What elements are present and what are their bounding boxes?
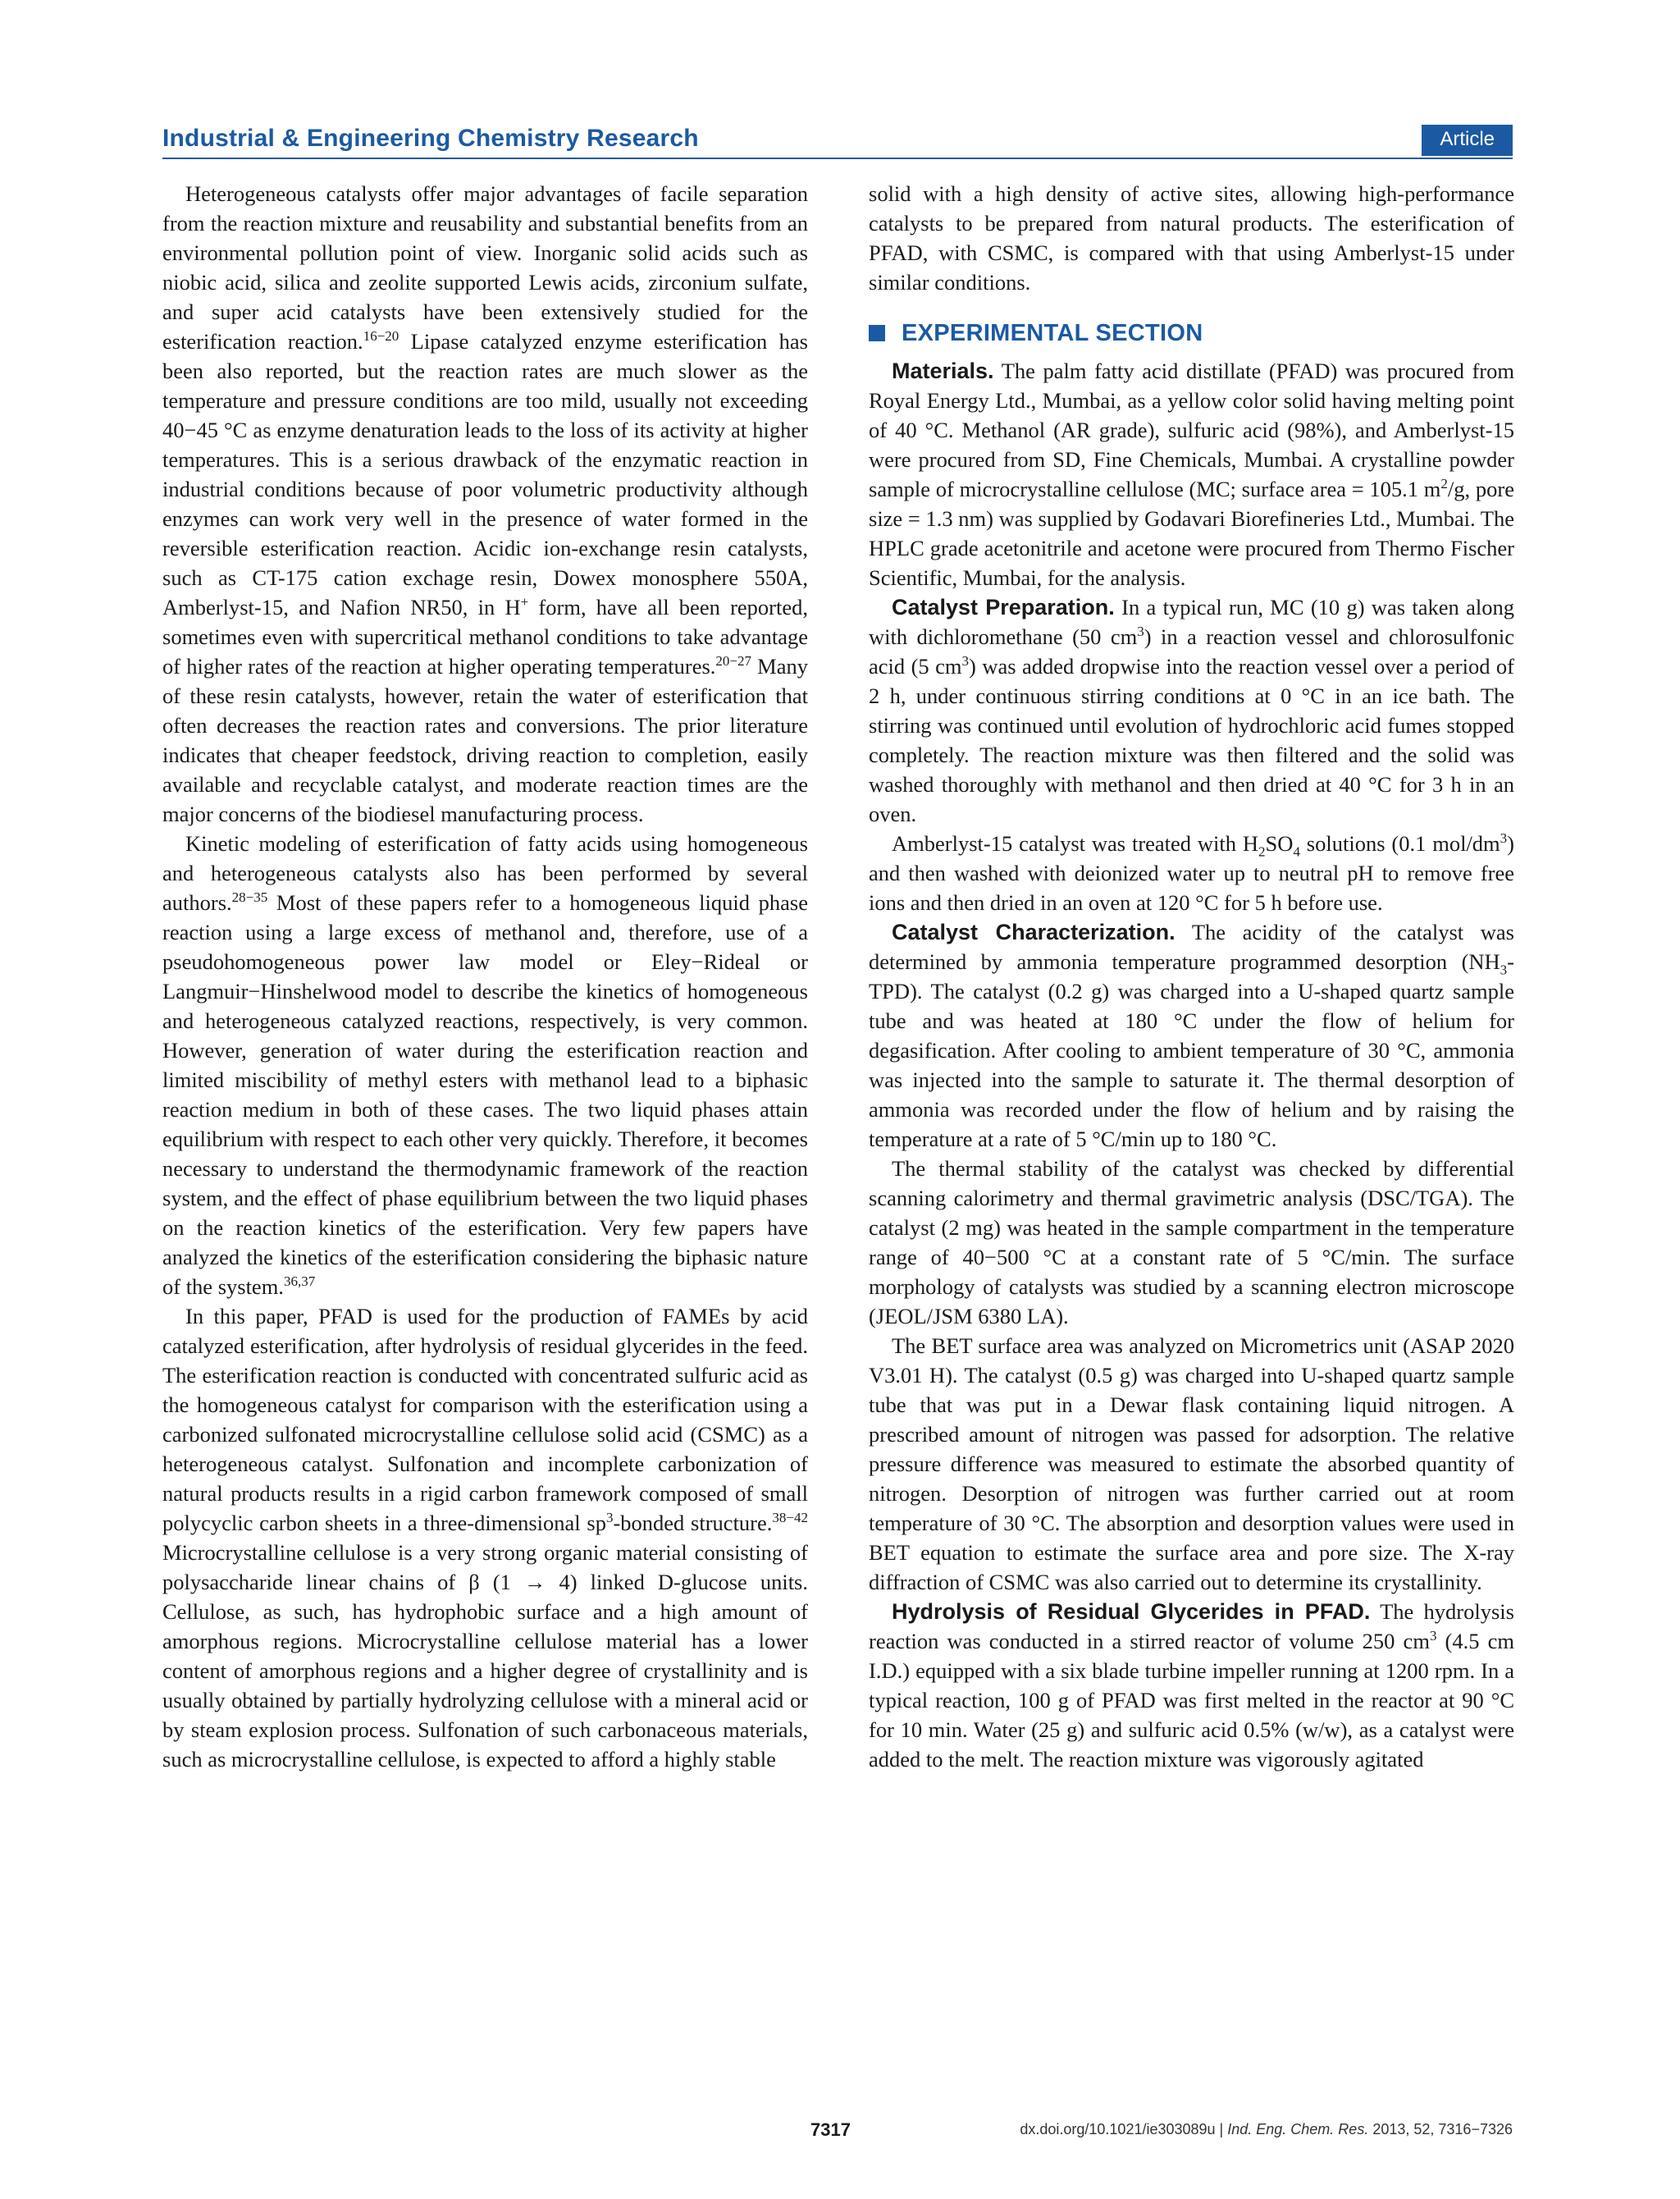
citation-ref[interactable]: 36,37 <box>283 1273 316 1290</box>
subsection-materials: Materials. <box>892 359 994 383</box>
section-heading <box>869 318 1514 348</box>
paragraph-continuation: solid with a high density of active sites, allowing high-performance catalysts to be prepared from natural products. The esterification of PFAD, with CSMC, is compared with that using Amberlyst-15 under similar conditions. <box>869 181 1514 295</box>
doi-citation: dx.doi.org/10.1021/ie303089u | Ind. Eng. Chem. Res. 2013, 52, 7316−7326 <box>1020 2121 1513 2137</box>
paragraph-catalyst-characterization: Catalyst Characterization. The acidity of the catalyst was determined by ammonia temperature programmed desorption $(NH_3-TPD)$. The catalyst (0.2 g) was charged into a U-shaped quartz sample tube and was heated at 180 °C under the flow of helium for degasification. After cooling to ambient temperature of 30 °C, ammonia was injected into the sample to saturate it. The thermal desorption of ammonia was recorded under the flow of helium and by raising the temperature at a rate of 5 °C/min up to 180 °C. <box>869 920 1514 1151</box>
doi-link[interactable]: dx.doi.org/10.1021/ie303089u <box>1020 2121 1216 2137</box>
section-square-icon <box>869 325 885 341</box>
paragraph-heterogeneous-catalysts: Heterogeneous catalysts offer major advantages of facile separation from the reaction mixture and reusability and substantial benefits from an environmental pollution point of view. Inorganic solid acids such as niobic acid, silica and zeolite supported Lewis acids, zirconium sulfate, and super acid catalysts have been extensively studied for the esterification reaction.$^{16-20}$ Lipase catalyzed enzyme esterification has been also reported, but the reaction rates are much slower as the temperature and pressure conditions are too mild, usually not exceeding 40−45 °C as enzyme denaturation leads to the loss of its activity at higher temperatures. This is a serious drawback of the enzymatic reaction in industrial conditions because of poor volumetric productivity although enzymes can work very well in the presence of water formed in the reversible esterification reaction. Acidic ion-exchange resin catalysts, such as CT-175 cation exchage resin, Dowex monosphere 550A, Amberlyst-15, and Nafion NR50, in H+ form, have all been reported, sometimes even with supercritical methanol conditions to take advantage of higher rates of the reaction at higher operating temperatures.$^{20-27}$ Many of these resin catalysts, however, retain the water of esterification that often decreases the reaction rates and conversions. The prior literature indicates that cheaper feedstock, driving reaction to completion, easily available and recyclable catalyst, and moderate reaction times are the major concerns of the biodiesel manufacturing process. <box>162 181 809 826</box>
journal-title[interactable]: Industrial & Engineering Chemistry Research <box>162 125 699 152</box>
subsection-catalyst-preparation: Catalyst Preparation. <box>892 595 1115 619</box>
left-column <box>162 179 808 1774</box>
page-footer <box>162 2119 1513 2144</box>
subsection-catalyst-characterization: Catalyst Characterization. <box>892 920 1176 944</box>
citation-ref[interactable]: 28−35 <box>231 889 268 906</box>
paragraph-catalyst-preparation: Catalyst Preparation. In a typical run, MC (10 g) was taken along with dichloromethane (50 $cm^3$) in a reaction vessel and chlorosulfonic acid (5 $cm^3$) was added dropwise into the reaction vessel over a period of 2 h, under continuous stirring conditions at 0 °C in an ice bath. The stirring was continued until evolution of hydrochloric acid fumes stopped completely. The reaction mixture was then filtered and the solid was washed thoroughly with methanol and then dried at 40 °C for 3 h in an oven. <box>869 595 1515 826</box>
subsection-hydrolysis: Hydrolysis of Residual Glycerides in PFAD. <box>892 1599 1371 1624</box>
citation-ref[interactable]: 38−42 <box>772 1510 808 1526</box>
paragraph-thermal-stability: The thermal stability of the catalyst was checked by differential scanning calorimetry and thermal gravimetric analysis (DSC/TGA). The catalyst (2 mg) was heated in the sample compartment in the temperature range of 40−500 °C at a constant rate of 5 °C/min. The surface morphology of catalysts was studied by a scanning electron microscope (JEOL/JSM 6380 LA). <box>869 1156 1514 1328</box>
page-header <box>162 123 1513 159</box>
paragraph-kinetic-modeling: Kinetic modeling of esterification of fatty acids using homogeneous and heterogeneous catalysts also has been performed by several authors.$^{28-35}$ Most of these papers refer to a homogeneous liquid phase reaction using a large excess of methanol and, therefore, use of a pseudohomogeneous power law model or Eley−Rideal or Langmuir−Hinshelwood model to describe the kinetics of homogeneous and heterogeneous catalyzed reactions, respectively, is very common. However, generation of water during the esterification reaction and limited miscibility of methyl esters with methanol lead to a biphasic reaction medium in both of these cases. The two liquid phases attain equilibrium with respect to each other very quickly. Therefore, it becomes necessary to understand the thermodynamic framework of the reaction system, and the effect of phase equilibrium between the two liquid phases on the reaction kinetics of the esterification. Very few papers have analyzed the kinetics of the esterification considering the biphasic nature of the system.$^{36,37}$ <box>162 831 808 1299</box>
paragraph-materials: Materials. The palm fatty acid distillate (PFAD) was procured from Royal Energy Ltd., Mumbai, as a yellow color solid having melting point of 40 °C. Methanol (AR grade), sulfuric acid (98%), and Amberlyst-15 were procured from SD, Fine Chemicals, Mumbai. A crystalline powder sample of microcrystalline cellulose (MC; surface area = 105.1 $m^2/g$, pore size = 1.3 nm) was supplied by Godavari Biorefineries Ltd., Mumbai. The HPLC grade acetonitrile and acetone were procured from Thermo Fischer Scientific, Mumbai, for the analysis. <box>869 359 1514 590</box>
right-column <box>869 179 1514 1774</box>
citation-ref[interactable]: 16−20 <box>363 328 399 345</box>
article-type-badge: Article <box>1422 125 1513 156</box>
paragraph-this-paper: In this paper, PFAD is used for the production of FAMEs by acid catalyzed esterification, after hydrolysis of residual glycerides in the feed. The esterification reaction is conducted with concentrated sulfuric acid as the homogeneous catalyst for comparison with the esterification using a carbonized sulfonated microcrystalline cellulose solid acid (CSMC) as a heterogeneous catalyst. Sulfonation and incomplete carbonization of natural products results in a rigid carbon framework composed of small polycyclic carbon sheets in a three-dimensional $sp^3$-bonded structure.$^{38-42}$ Microcrystalline cellulose is a very strong organic material consisting of polysaccharide linear chains of β (1 → 4) linked D-glucose units. Cellulose, as such, has hydrophobic surface and a high amount of amorphous regions. Microcrystalline cellulose material has a lower content of amorphous regions and a higher degree of crystallinity and is usually obtained by partially hydrolyzing cellulose with a mineral acid or by steam explosion process. Sulfonation of such carbonaceous materials, such as microcrystalline cellulose, is expected to afford a highly stable <box>162 1304 808 1772</box>
paragraph-amberlyst: Amberlyst-15 catalyst was treated with $H_2SO_4$ solutions (0.1 mol/$dm^3$) and then washed with deionized water up to neutral pH to remove free ions and then dried in an oven at 120 °C for 5 h before use. <box>869 830 1514 915</box>
section-title: EXPERIMENTAL SECTION <box>902 320 1203 346</box>
paragraph-bet: The BET surface area was analyzed on Micrometrics unit (ASAP 2020 V3.01 H). The catalyst (0.5 g) was charged into U-shaped quartz sample tube that was put in a Dewar flask containing liquid nitrogen. A prescribed amount of nitrogen was passed for adsorption. The relative pressure difference was measured to estimate the absorbed quantity of nitrogen. Desorption of nitrogen was further carried out at room temperature of 30 °C. The absorption and desorption values were used in BET equation to estimate the surface area and pore size. The X-ray diffraction of CSMC was also carried out to determine its crystallinity. <box>869 1333 1514 1594</box>
page-number: 7317 <box>810 2119 851 2140</box>
citation-ref[interactable]: 20−27 <box>715 653 752 670</box>
paragraph-hydrolysis: Hydrolysis of Residual Glycerides in PFAD. The hydrolysis reaction was conducted in a stirred reactor of volume 250 $cm^3$ (4.5 cm I.D.) equipped with a six blade turbine impeller running at 1200 rpm. In a typical reaction, 100 g of PFAD was first melted in the reactor at 90 °C for 10 min. Water (25 g) and sulfuric acid 0.5% (w/w), as a catalyst were added to the melt. The reaction mixture was vigorously agitated <box>869 1599 1514 1772</box>
